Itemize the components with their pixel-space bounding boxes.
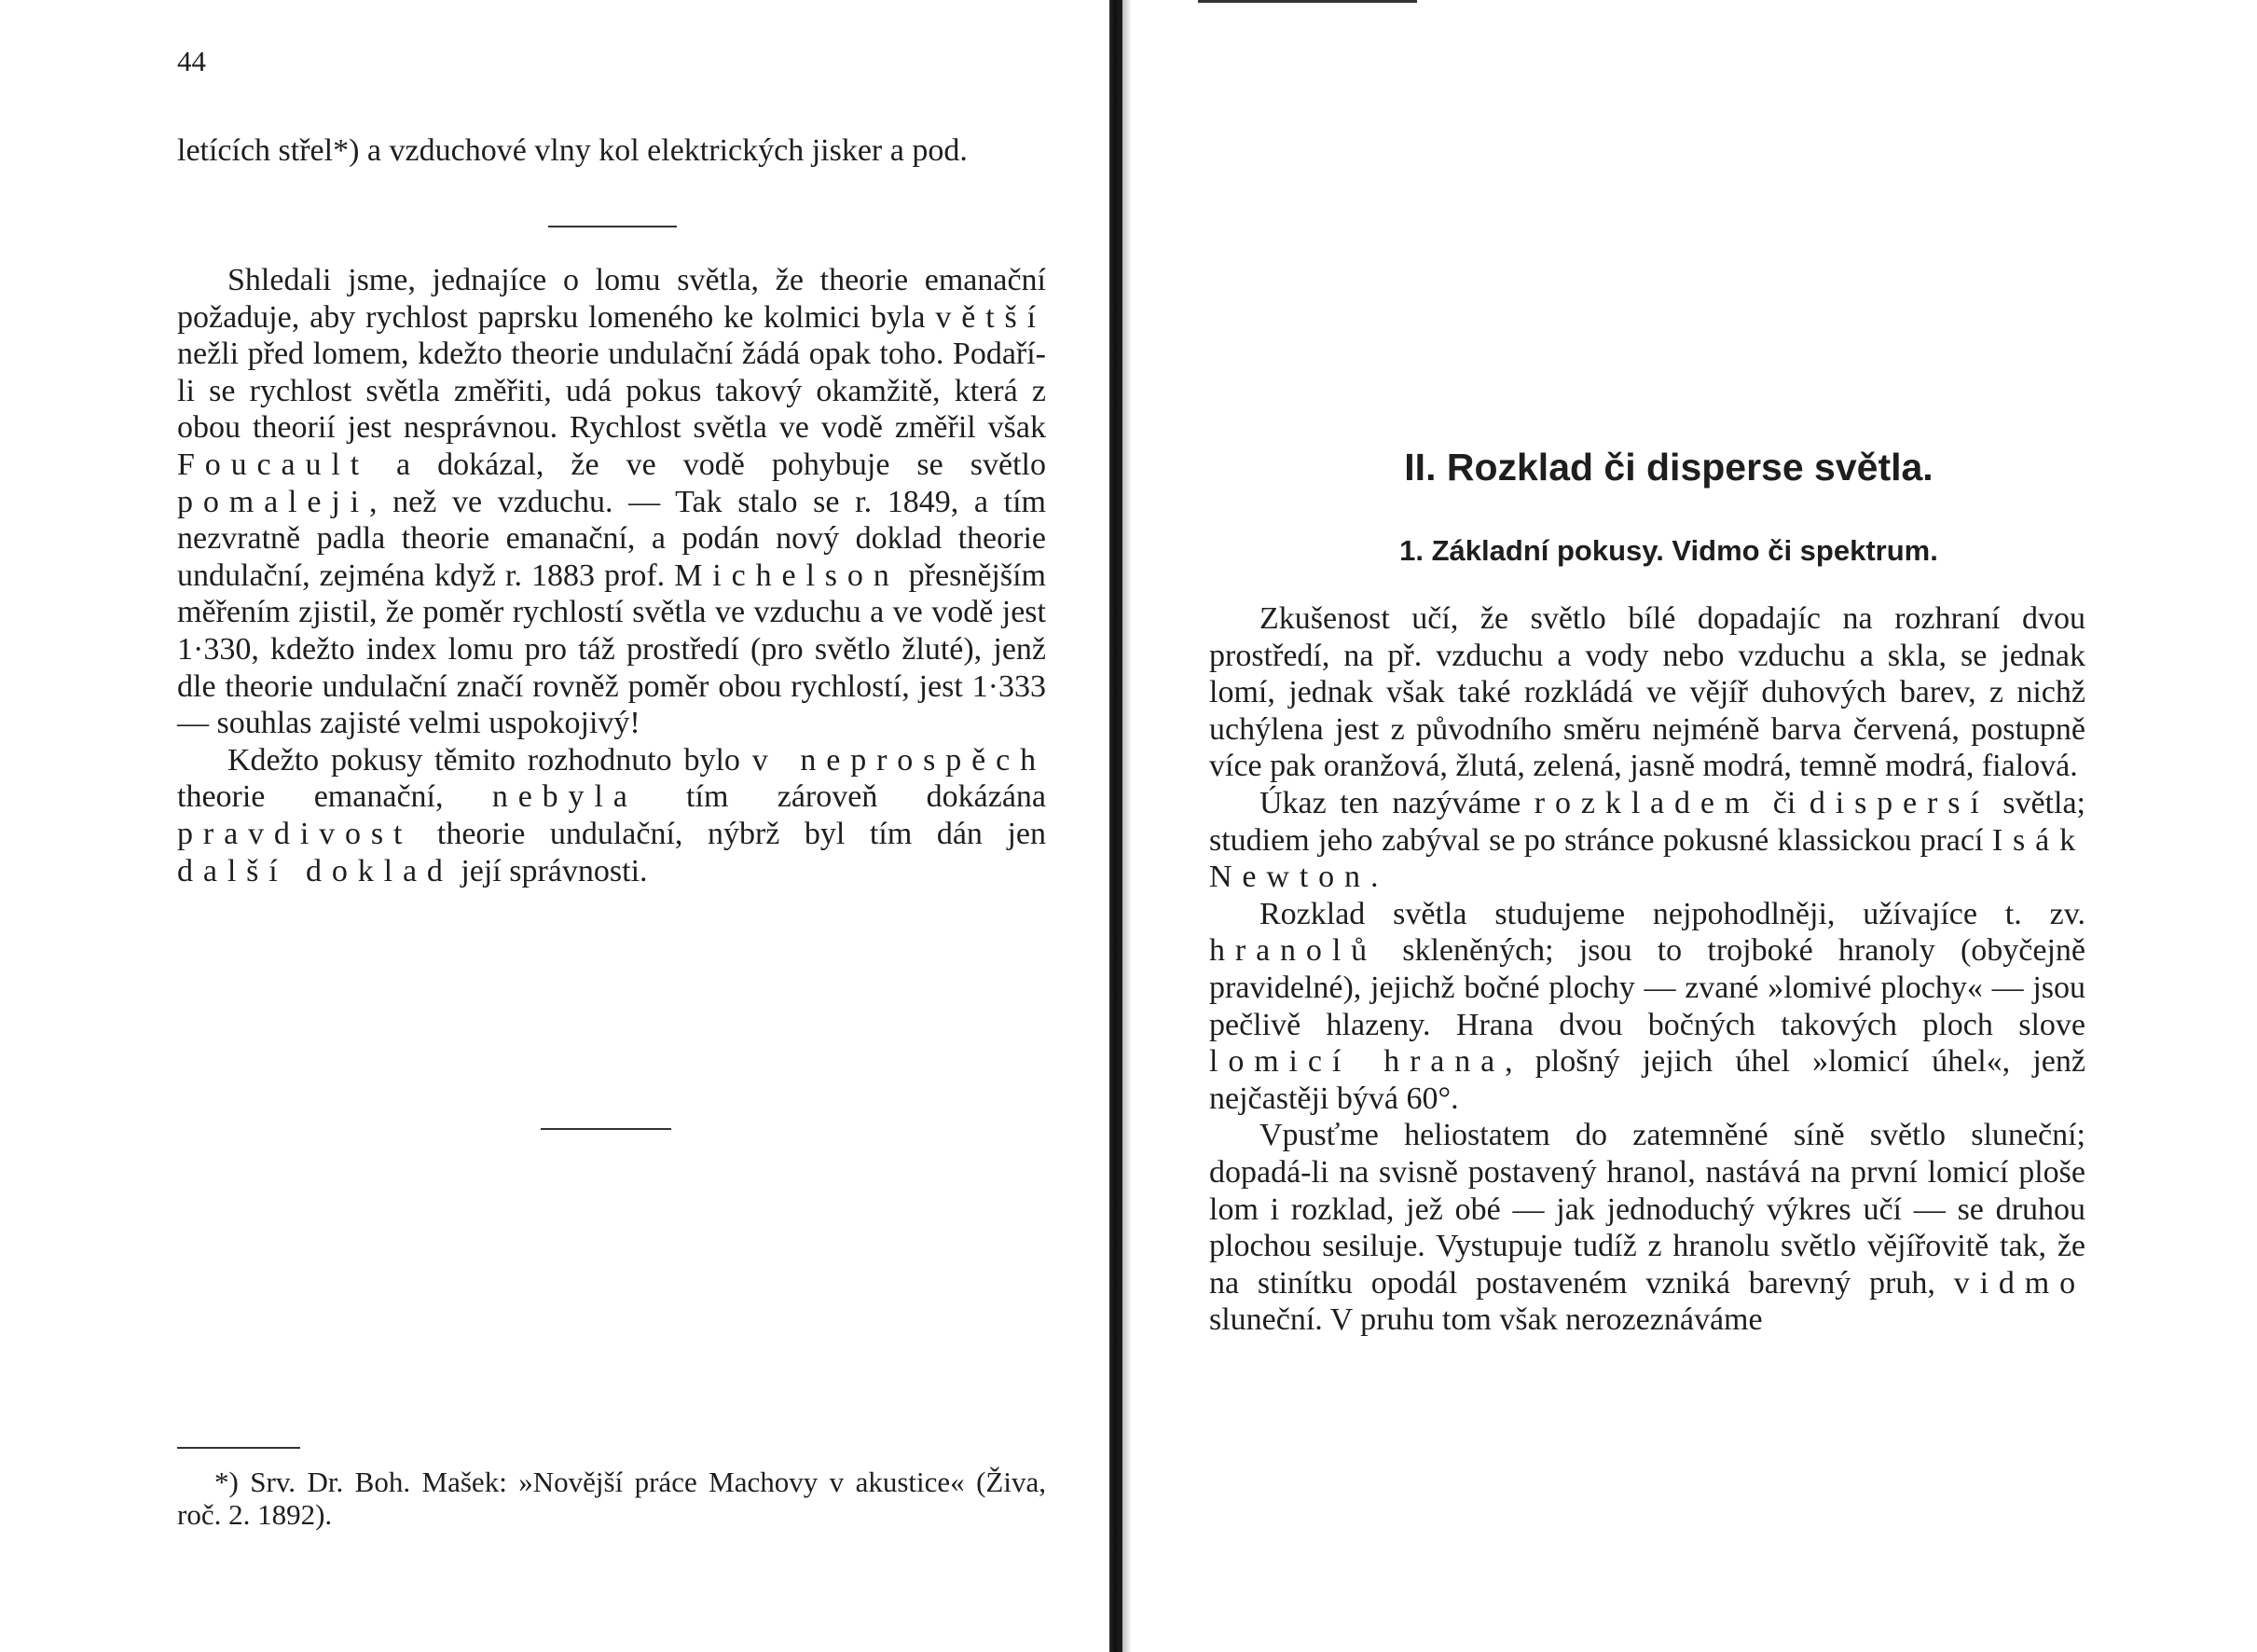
top-edge-rule — [1198, 0, 1417, 3]
section-divider — [548, 226, 677, 227]
footnote — [177, 1466, 1046, 1531]
emphasis: další doklad — [177, 853, 453, 888]
continuation-text — [177, 132, 1046, 170]
paragraph-conclusion — [177, 742, 1046, 889]
paragraph-dispersion — [1209, 785, 2085, 896]
text-run: sluneční. V pruhu tom však nerozeznáváme — [1209, 1302, 1763, 1338]
text-run: přesnějším měřením zjistil, že poměr rychlostí světla ve vzduchu a ve vodě jest 1·330, kdežto index lomu pro táž prostředí (pro světlo žluté), jenž dle theorie undulační značí rovněž poměr obou rychlostí, jest 1·333 — souhlas zajisté velmi uspokojivý! — [177, 558, 1046, 741]
paragraph-heliostat — [1209, 1117, 2085, 1339]
left-body-text — [177, 262, 1046, 889]
emphasis-name: Michelson — [674, 558, 900, 593]
emphasis: pomaleji — [177, 484, 370, 519]
emphasis: rozkladem — [1534, 785, 1760, 820]
emphasis-name: Isák Newton — [1209, 822, 2085, 895]
text-run: theorie undulační, nýbrž byl tím dán jen — [412, 816, 1046, 851]
emphasis: nebyla — [491, 779, 638, 815]
text-run: . — [1369, 860, 1379, 895]
book-spine — [1109, 0, 1122, 1652]
text-run: světla; studiem jeho zabýval se po stránce pokusné klassickou prací — [1209, 785, 2085, 858]
emphasis: pravdivost — [177, 816, 413, 851]
emphasis: v neprospěch — [751, 742, 1046, 778]
text-run: nežli před lomem, kdežto theorie undulační žádá opak toho. Podaří-li se rychlost světla změřiti, udá pokus takový okamžitě, která z obou theorií jest nesprávnou. Rychlost světla ve vodě změřil však — [177, 337, 1046, 446]
text-run: Shledali jsme, jednajíce o lomu světla, že theorie emanační požaduje, aby rychlost paprsku lomeného ke kolmici byla — [177, 263, 1046, 335]
paragraph-prisms — [1209, 896, 2085, 1118]
text-run: Úkaz ten nazýváme — [1259, 785, 1534, 820]
emphasis: lomicí hrana — [1209, 1044, 1506, 1080]
text-run: Vpusťme heliostatem do zatemněné síně světlo sluneční; dopadá-li na svisně postavený hranol, nastává na první lomicí ploše lom i rozklad, jež obé — jak jednoduchý výkres učí — se druhou plochou sesiluje. Vystupuje tudíž z hranolu světlo vějířovitě tak, že na stinítku opodál postaveném vzniká barevný pruh, — [1209, 1118, 2085, 1301]
emphasis-name: Foucault — [177, 447, 370, 482]
text-run: , plošný jejich úhel »lomicí úhel«, jenž nejčastěji bývá 60°. — [1209, 1044, 2085, 1116]
section-title: 1. Základní pokusy. Vidmo či spektrum. — [1399, 534, 1938, 567]
paragraph-experience: Zkušenost učí, že světlo bílé dopadajíc na rozhraní dvou prostředí, na př. vzduchu a vody nebo vzduchu a skla, se jednak lomí, jednak však také rozkládá ve vějíř duhových barev, z nichž uchýlena jest z původního směru nejméně barva červená, postupně více pak oranžová, žlutá, zelená, jasně modrá, temně modrá, fialová. — [1209, 601, 2085, 784]
paragraph-speed-of-light — [177, 262, 1046, 742]
footnote-rule — [177, 1447, 300, 1449]
text-run: , než ve vzduchu. — Tak stalo se r. 1849, a tím nezvratně padla theorie emanační, a podán nový doklad theorie undulační, zejména když r. 1883 prof. — [177, 484, 1046, 593]
text-run: Kdežto pokusy těmito rozhodnuto bylo — [227, 742, 752, 778]
emphasis: hranolů — [1209, 933, 1378, 969]
footnote-text: *) Srv. Dr. Boh. Mašek: »Novější práce Machovy v akustice« (Živa, roč. 2. 1892). — [177, 1466, 1046, 1531]
page-number: 44 — [177, 45, 206, 77]
text-run: její správnosti. — [452, 853, 648, 888]
right-body-text — [1209, 600, 2085, 1339]
text-run: či — [1759, 785, 1810, 820]
chapter-title: II. Rozklad či disperse světla. — [1404, 446, 1934, 489]
emphasis: vidmo — [1953, 1265, 2085, 1301]
section-end-divider — [541, 1128, 671, 1130]
text-run: tím zároveň dokázána — [637, 779, 1047, 815]
text-run: Rozklad světla studujeme nejpohodlněji, užívajíce t. zv. — [1259, 896, 2085, 931]
emphasis: větší — [935, 299, 1046, 335]
text-run: skleněných; jsou to trojboké hranoly (obyčejně pravidelné), jejichž bočné plochy — zvané »lomivé plochy« — jsou pečlivě hlazeny. Hrana dvou bočných takových ploch slove — [1209, 933, 2085, 1042]
spine-shadow — [1122, 0, 1132, 1652]
text-run: a dokázal, že ve vodě pohybuje se světlo — [369, 447, 1046, 482]
text-run: theorie emanační, — [177, 779, 492, 815]
continuation-paragraph: letících střel*) a vzduchové vlny kol elektrických jisker a pod. — [177, 133, 968, 168]
emphasis: dispersí — [1809, 785, 1989, 820]
